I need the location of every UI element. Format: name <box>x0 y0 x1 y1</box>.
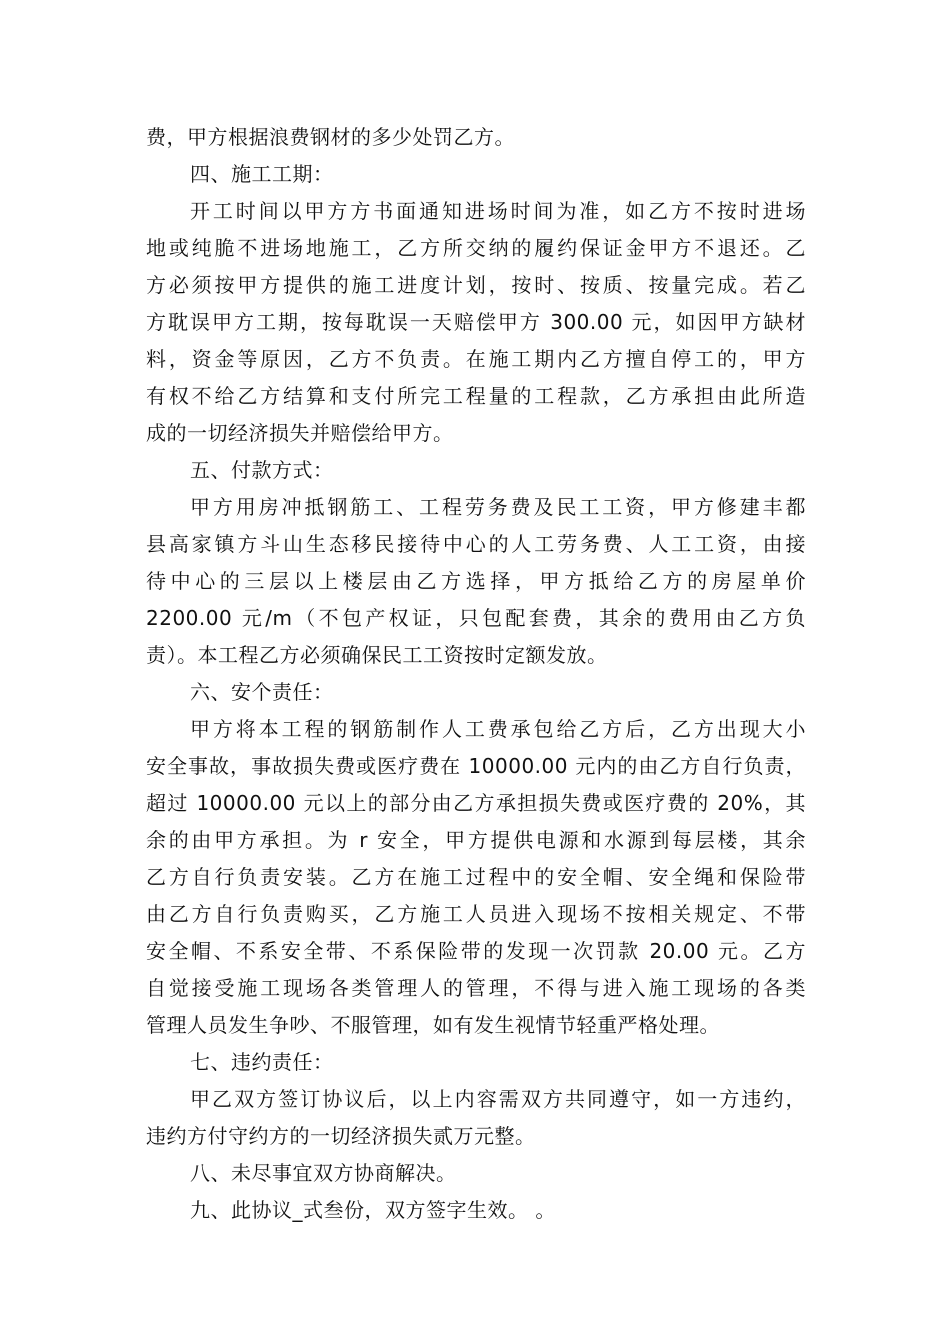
text-line: 七、违约责任： <box>190 1050 334 1074</box>
text-line: 九、此协议_式叁份，双方签字生效。 。 <box>190 1198 556 1222</box>
text-line: 有权不给乙方结算和支付所完工程量的工程款，乙方承担由此所造 <box>146 384 806 408</box>
text-line: 乙方自行负责安装。乙方在施工过程中的安全帽、安全绳和保险带 <box>146 865 806 889</box>
contract-body-text <box>146 119 806 1229</box>
text-line: 超过 10000.00 元以上的部分由乙方承担损失费或医疗费的 20%，其 <box>146 791 806 815</box>
text-line: 2200.00 元/m（不包产权证，只包配套费，其余的费用由乙方负 <box>146 606 806 630</box>
text-line: 五、付款方式： <box>190 458 334 482</box>
text-line: 待中心的三层以上楼层由乙方选择，甲方抵给乙方的房屋单价 <box>146 569 806 593</box>
text-line: 甲乙双方签订协议后，以上内容需双方共同遵守，如一方违约， <box>190 1087 806 1111</box>
text-line: 方必须按甲方提供的施工进度计划，按时、按质、按量完成。若乙 <box>146 273 806 297</box>
text-line: 县高家镇方斗山生态移民接待中心的人工劳务费、人工工资，由接 <box>146 532 806 556</box>
text-line: 违约方付守约方的一切经济损失贰万元整。 <box>146 1124 536 1148</box>
text-line: 自觉接受施工现场各类管理人的管理，不得与进入施工现场的各类 <box>146 976 806 1000</box>
text-line: 甲方将本工程的钢筋制作人工费承包给乙方后，乙方出现大小 <box>190 717 806 741</box>
text-line: 甲方用房冲抵钢筋工、工程劳务费及民工工资，甲方修建丰都 <box>190 495 806 519</box>
text-line: 安全事故，事故损失费或医疗费在 10000.00 元内的由乙方自行负责， <box>146 754 806 778</box>
text-line: 六、安个责任： <box>190 680 334 704</box>
text-line: 方耽误甲方工期，按每耽误一天赔偿甲方 300.00 元，如因甲方缺材 <box>146 310 806 334</box>
text-line: 责）。本工程乙方必须确保民工工资按时定额发放。 <box>146 643 608 667</box>
text-line: 安全帽、不系安全带、不系保险带的发现一次罚款 20.00 元。乙方 <box>146 939 806 963</box>
text-line: 四、施工工期： <box>190 162 334 186</box>
text-line: 费，甲方根据浪费钢材的多少处罚乙方。 <box>146 125 515 149</box>
text-line: 开工时间以甲方方书面通知进场时间为准，如乙方不按时进场 <box>190 199 806 223</box>
text-line: 管理人员发生争吵、不服管理，如有发生视情节轻重严格处理。 <box>146 1013 720 1037</box>
text-line: 料，资金等原因，乙方不负责。在施工期内乙方擅自停工的，甲方 <box>146 347 806 371</box>
text-line: 地或纯脆不进场地施工，乙方所交纳的履约保证金甲方不退还。乙 <box>146 236 806 260</box>
text-line: 余的由甲方承担。为 r 安全，甲方提供电源和水源到每层楼，其余 <box>146 828 806 852</box>
text-line: 八、未尽事宜双方协商解决。 <box>190 1161 457 1185</box>
text-line: 成的一切经济损失并赔偿给甲方。 <box>146 421 454 445</box>
text-line: 由乙方自行负责购买，乙方施工人员进入现场不按相关规定、不带 <box>146 902 806 926</box>
